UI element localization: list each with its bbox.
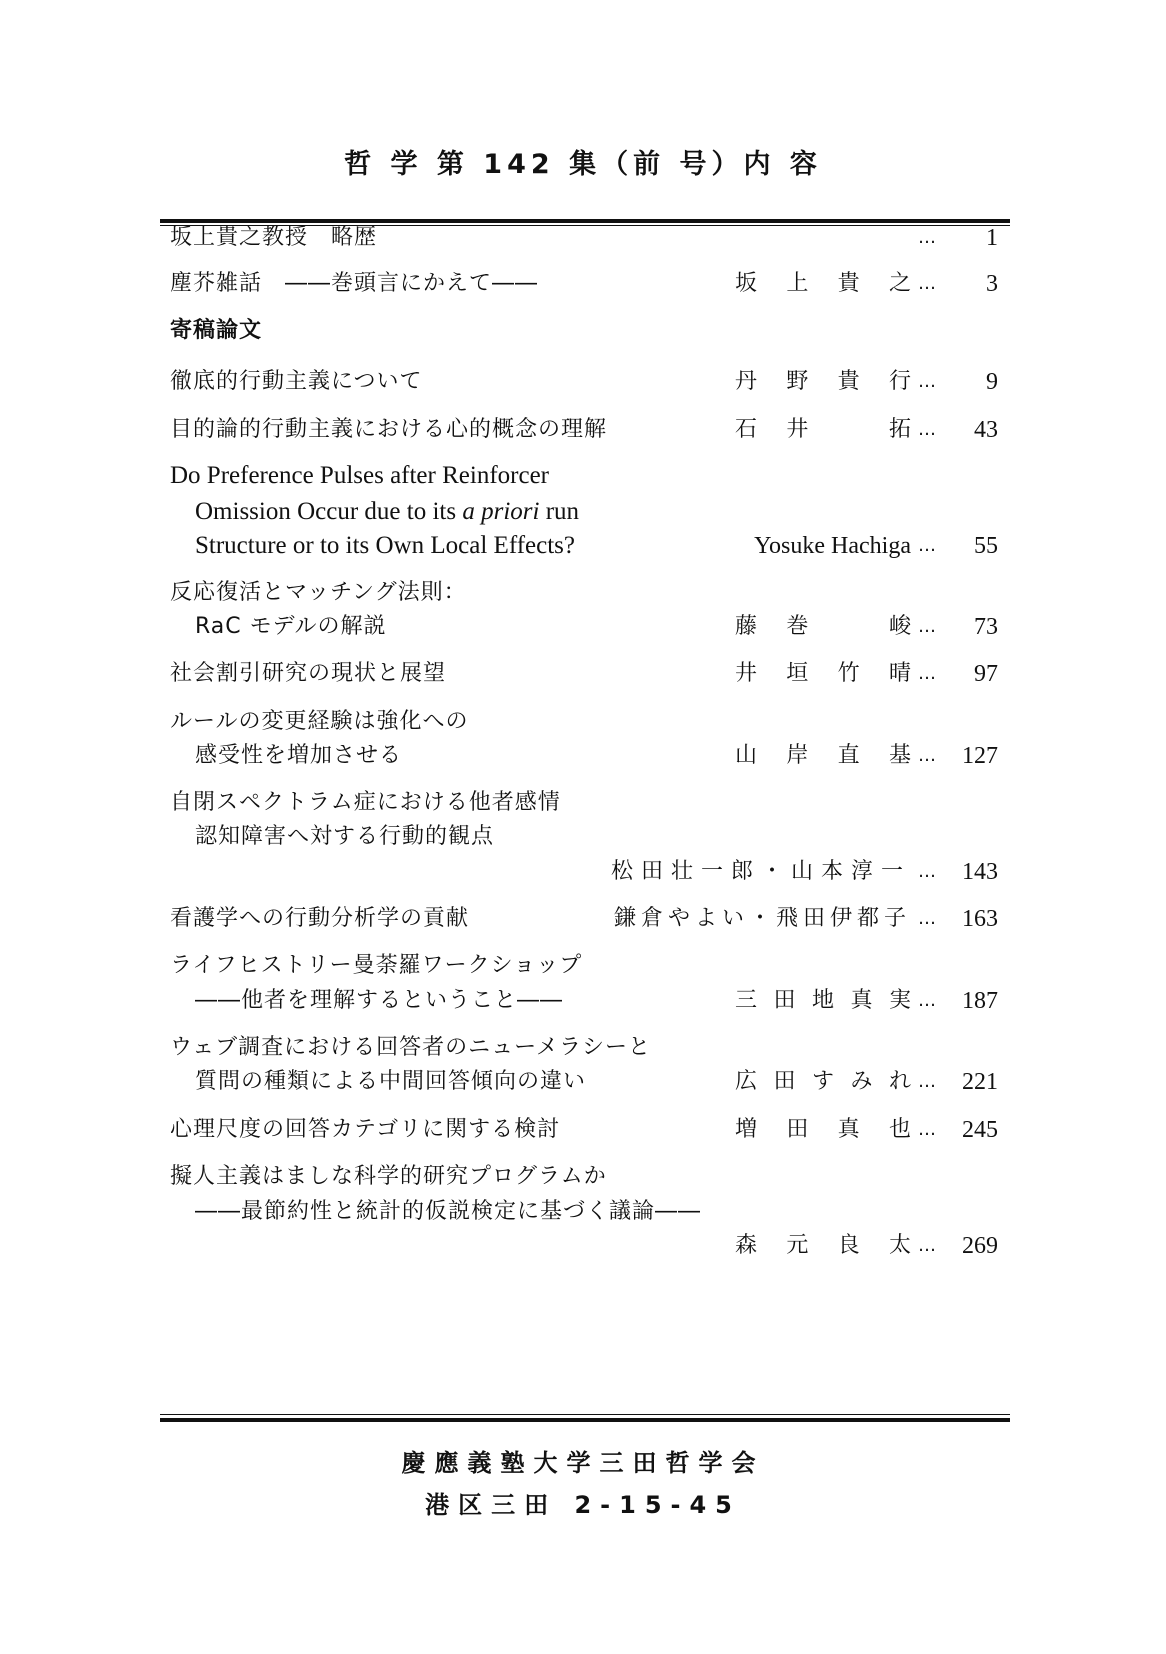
page-number: 127: [962, 743, 998, 769]
entry-title-continued: RaC モデルの解説: [195, 614, 387, 639]
leader-dots: …: [918, 1071, 936, 1092]
section-heading: [0, 313, 1166, 349]
leader-dots: …: [918, 1119, 936, 1140]
page-number: 187: [962, 988, 998, 1014]
entry-title: 社会割引研究の現状と展望: [170, 661, 447, 686]
leader-dots: …: [918, 663, 936, 684]
toc-entry-title-line: [0, 575, 1166, 611]
page-number: 55: [974, 533, 998, 559]
entry-title: ウェブ調査における回答者のニューメラシーと: [170, 1035, 652, 1060]
entry-title: 看護学への行動分析学の貢献: [170, 906, 470, 931]
leader-dots: …: [918, 371, 936, 392]
leader-dots: …: [918, 861, 936, 882]
page-number: 245: [962, 1117, 998, 1143]
toc-entry: [0, 854, 1166, 890]
page-number: 143: [962, 859, 998, 885]
toc-entry: [0, 983, 1166, 1019]
entry-author: 三田地真実: [735, 988, 911, 1013]
entry-title-continued: 感受性を増加させる: [195, 743, 403, 768]
entry-author: 鎌倉やよい・飛田伊都子: [613, 906, 911, 931]
toc-entry: [0, 1228, 1166, 1264]
entry-author: 広田すみれ: [735, 1069, 911, 1094]
page-number: 269: [962, 1233, 998, 1259]
publisher-address: 港区三田 2-15-45: [425, 1491, 741, 1519]
leader-dots: …: [918, 990, 936, 1011]
toc-entry: [0, 901, 1166, 937]
toc-entry-title-line: [0, 494, 1166, 530]
toc-entry-title-line: [0, 458, 1166, 494]
entry-title-continued: Structure or to its Own Local Effects?: [195, 532, 575, 559]
toc-entry-title-line: [0, 819, 1166, 855]
leader-dots: …: [918, 616, 936, 637]
toc-entry: [0, 364, 1166, 400]
toc-entry-preface: [0, 266, 1166, 302]
leader-dots: …: [918, 908, 936, 929]
page-number: 43: [974, 417, 998, 443]
leader-dots: …: [918, 745, 936, 766]
toc-entry: [0, 609, 1166, 645]
entry-title: Do Preference Pulses after Reinforcer: [170, 462, 549, 489]
leader-dots: …: [918, 535, 936, 556]
bottom-double-rule: [160, 1412, 1010, 1422]
toc-entry: [0, 656, 1166, 692]
publisher-name: 慶應義塾大学三田哲学会: [401, 1449, 765, 1477]
entry-author: 井垣竹晴: [735, 661, 911, 686]
italic-term: a priori: [462, 498, 540, 525]
toc-entry-title-line: [0, 1030, 1166, 1066]
toc-entry-title-line: [0, 948, 1166, 984]
entry-title: 目的論的行動主義における心的概念の理解: [170, 417, 608, 442]
entry-author: 坂上貴之: [735, 271, 911, 296]
entry-title: ライフヒストリー曼荼羅ワークショップ: [170, 953, 583, 978]
toc-entry: [0, 528, 1166, 564]
toc-entry: [0, 1064, 1166, 1100]
entry-title: 徹底的行動主義について: [170, 369, 423, 394]
entry-title-continued: ――最節約性と統計的仮説検定に基づく議論――: [195, 1199, 702, 1224]
entry-title: 心理尺度の回答カテゴリに関する検討: [170, 1117, 561, 1142]
page-number: 221: [962, 1069, 998, 1095]
toc-entry-title-line: [0, 1194, 1166, 1230]
entry-author: 増田真也: [735, 1117, 911, 1142]
page-number: 73: [974, 614, 998, 640]
toc-entry: [0, 738, 1166, 774]
toc-entry-title-line: [0, 1159, 1166, 1195]
entry-author: 石井 拓: [735, 417, 911, 442]
leader-dots: …: [918, 1235, 936, 1256]
page-title: 哲 学 第 142 集（前 号）内 容: [344, 149, 822, 180]
page-number: 3: [986, 271, 998, 297]
page-number: 1: [986, 225, 998, 251]
toc-entry-bio: [0, 220, 1166, 256]
entry-author: 藤巻 峻: [735, 614, 911, 639]
leader-dots: …: [918, 273, 936, 294]
entry-title-continued: ――他者を理解するということ――: [195, 988, 564, 1013]
entry-author: 丹野貴行: [735, 369, 911, 394]
page-number: 97: [974, 661, 998, 687]
entry-title: 塵芥雑話 ――巻頭言にかえて――: [170, 271, 539, 296]
leader-dots: …: [918, 419, 936, 440]
page-number: 9: [986, 369, 998, 395]
entry-title-continued: 認知障害へ対する行動的観点: [195, 824, 495, 849]
toc-entry-title-line: [0, 785, 1166, 821]
leader-dots: …: [918, 227, 936, 248]
entry-author: 森元良太: [735, 1233, 911, 1258]
section-label: 寄稿論文: [170, 318, 263, 343]
toc-entry: [0, 1112, 1166, 1148]
entry-title: 擬人主義はましな科学的研究プログラムか: [170, 1164, 607, 1189]
entry-title: 反応復活とマッチング法則：: [170, 580, 467, 605]
entry-author: 山岸直基: [735, 743, 911, 768]
entry-title: ルールの変更経験は強化への: [170, 709, 469, 734]
page-number: 163: [962, 906, 998, 932]
toc-entry-title-line: [0, 704, 1166, 740]
entry-title: 坂上貴之教授 略歴: [170, 225, 378, 250]
entry-title: 自閉スペクトラム症における他者感情: [170, 790, 561, 815]
entry-title-continued: 質問の種類による中間回答傾向の違い: [195, 1069, 587, 1094]
toc-entry: [0, 412, 1166, 448]
entry-author: 松田壮一郎・山本淳一: [610, 859, 911, 884]
entry-title-continued: Omission Occur due to its a priori run: [195, 498, 580, 525]
entry-author: Yosuke Hachiga: [754, 533, 911, 559]
